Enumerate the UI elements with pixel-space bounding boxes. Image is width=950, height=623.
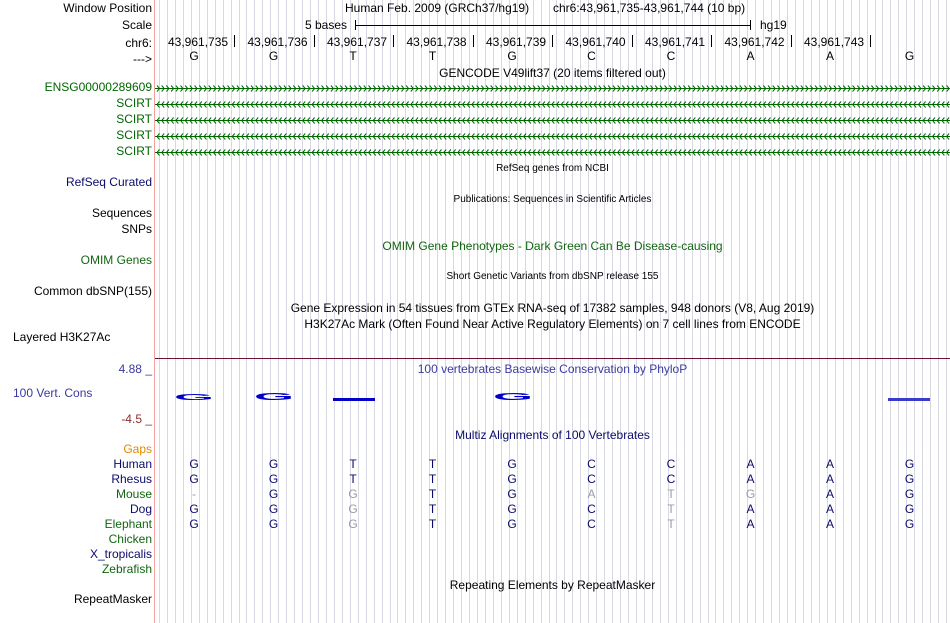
coordinate-tick — [870, 35, 871, 47]
species-label-mouse[interactable]: Mouse — [115, 487, 152, 501]
coordinate-label: 43,961,736 — [247, 35, 308, 49]
phylop-max-label: 4.88 _ — [118, 362, 152, 376]
gene-reverse-strand-feature-4[interactable] — [155, 145, 950, 159]
aligned-base: G — [904, 517, 915, 531]
aligned-base: T — [428, 472, 437, 486]
conservation-logo-g-2[interactable] — [253, 389, 295, 403]
reference-base: G — [268, 49, 279, 63]
repeatmasker-label[interactable]: RepeatMasker — [73, 592, 152, 606]
aligned-base: - — [192, 487, 196, 501]
coordinate-tick — [632, 35, 633, 47]
reference-base: C — [587, 49, 596, 63]
layered-h3k27ac-label[interactable]: Layered H3K27Ac — [13, 330, 111, 344]
snps-label[interactable]: SNPs — [121, 222, 152, 236]
gencode-transcript-label-2[interactable]: SCIRT — [116, 112, 152, 126]
gtex-track-title: Gene Expression in 54 tissues from GTEx RNA-seq of 17382 samples, 948 donors (V8, Aug 2019) — [290, 301, 815, 315]
coordinate-label: 43,961,743 — [804, 35, 865, 49]
aligned-base: G — [507, 502, 517, 516]
repeatmasker-track-title: Repeating Elements by RepeatMasker — [449, 578, 656, 592]
snp-track-title: Short Genetic Variants from dbSNP release 155 — [446, 271, 659, 282]
svg-text:G: G — [174, 393, 214, 403]
strand-arrow-label: ---> — [133, 52, 152, 66]
coordinate-tick — [791, 35, 792, 47]
aligned-base: T — [667, 487, 675, 501]
scale-bar-text: 5 bases — [305, 18, 348, 32]
species-label-human[interactable]: Human — [113, 457, 152, 471]
reference-base: G — [189, 49, 199, 63]
aligned-base: T — [349, 457, 357, 471]
refseq-curated-label[interactable]: RefSeq Curated — [65, 175, 152, 189]
conservation-logo-bar-1[interactable] — [333, 398, 375, 401]
aligned-base: G — [507, 457, 517, 471]
aligned-base: A — [825, 487, 834, 501]
aligned-base: G — [189, 457, 199, 471]
aligned-base: A — [746, 472, 755, 486]
aligned-base: T — [428, 517, 437, 531]
track-image-area[interactable] — [155, 0, 950, 623]
species-label-chicken[interactable]: Chicken — [108, 532, 152, 546]
gencode-transcript-label-1[interactable]: SCIRT — [116, 96, 152, 110]
gene-reverse-strand-feature-2[interactable] — [155, 113, 950, 127]
species-label-rhesus[interactable]: Rhesus — [111, 472, 152, 486]
conservation-logo-g-1[interactable] — [173, 391, 215, 405]
chromosome-label: chr6: — [125, 36, 152, 50]
scale-label: Scale — [121, 18, 152, 32]
coordinate-label: 43,961,738 — [406, 35, 467, 49]
refseq-track-title: RefSeq genes from NCBI — [496, 163, 609, 174]
coordinate-tick — [234, 35, 235, 47]
aligned-base: C — [587, 457, 596, 471]
aligned-base: G — [189, 472, 199, 486]
aligned-base: C — [587, 502, 596, 516]
aligned-base: T — [349, 472, 357, 486]
common-dbsnp-label[interactable]: Common dbSNP(155) — [33, 284, 152, 298]
aligned-base: A — [825, 472, 834, 486]
aligned-base: A — [746, 502, 755, 516]
aligned-base: A — [746, 457, 755, 471]
h3k27ac-track-title: H3K27Ac Mark (Often Found Near Active Regulatory Elements) on 7 cell lines from ENCODE — [304, 317, 801, 331]
omim-genes-label[interactable]: OMIM Genes — [80, 253, 152, 267]
aligned-base: T — [428, 457, 437, 471]
omim-track-title: OMIM Gene Phenotypes - Dark Green Can Be Disease-causing — [382, 239, 723, 253]
aligned-base: C — [666, 472, 676, 486]
aligned-base: G — [507, 472, 517, 486]
h3k27ac-baseline — [155, 358, 950, 359]
aligned-base: G — [507, 487, 517, 501]
aligned-base: A — [825, 517, 834, 531]
coordinate-tick — [314, 35, 315, 47]
aligned-base: A — [825, 502, 834, 516]
coordinate-label: 43,961,737 — [327, 35, 388, 49]
aligned-base: T — [428, 502, 437, 516]
position-label: chr6:43,961,735-43,961,744 (10 bp) — [553, 1, 746, 15]
aligned-base: G — [904, 502, 915, 516]
aligned-base: T — [667, 502, 675, 516]
coordinate-label: 43,961,741 — [645, 35, 706, 49]
aligned-base: G — [904, 487, 915, 501]
aligned-base: G — [348, 502, 358, 516]
reference-base: C — [666, 49, 676, 63]
gene-reverse-strand-feature-3[interactable] — [155, 129, 950, 143]
aligned-base: G — [268, 472, 279, 486]
aligned-base: T — [428, 487, 437, 501]
coordinate-tick — [552, 35, 553, 47]
gene-forward-strand-feature[interactable] — [155, 81, 950, 95]
aligned-base: G — [745, 487, 756, 501]
aligned-base: G — [189, 517, 199, 531]
aligned-base: A — [587, 487, 596, 501]
phylop-min-label: -4.5 _ — [121, 412, 152, 426]
aligned-base: G — [507, 517, 517, 531]
scale-bar — [355, 25, 751, 26]
aligned-base: C — [587, 472, 596, 486]
reference-base: T — [349, 49, 357, 63]
svg-text:G: G — [254, 391, 294, 403]
track-label-column — [0, 0, 154, 623]
scale-bar-right-end — [750, 20, 751, 30]
phylop-track-title: 100 vertebrates Basewise Conservation by PhyloP — [417, 362, 688, 376]
coordinate-label: 43,961,742 — [724, 35, 785, 49]
reference-base: A — [746, 49, 755, 63]
species-label-dog[interactable]: Dog — [129, 502, 152, 516]
gene-reverse-strand-feature-1[interactable] — [155, 97, 950, 111]
aligned-base: G — [268, 502, 279, 516]
species-label-zebrafish[interactable]: Zebrafish — [101, 562, 152, 576]
window-position-label: Window Position — [63, 1, 152, 15]
multiz-track-title: Multiz Alignments of 100 Vertebrates — [455, 428, 650, 442]
aligned-base: G — [904, 472, 915, 486]
aligned-base: G — [268, 457, 279, 471]
gaps-label[interactable]: Gaps — [123, 442, 152, 456]
reference-base: A — [825, 49, 834, 63]
aligned-base: G — [268, 517, 279, 531]
species-label-elephant[interactable]: Elephant — [104, 517, 152, 531]
coordinate-tick — [393, 35, 394, 47]
coordinate-tick — [711, 35, 712, 47]
coordinate-label: 43,961,735 — [168, 35, 229, 49]
aligned-base: A — [746, 517, 755, 531]
aligned-base: C — [587, 517, 596, 531]
logo-g-glyph-3 — [492, 389, 534, 403]
aligned-base: G — [268, 487, 279, 501]
aligned-base: T — [667, 517, 675, 531]
aligned-base: G — [189, 502, 199, 516]
reference-base: G — [904, 49, 915, 63]
aligned-base: G — [904, 457, 915, 471]
gencode-transcript-label-3[interactable]: SCIRT — [116, 128, 152, 142]
assembly-label: Human Feb. 2009 (GRCh37/hg19) — [345, 1, 530, 15]
svg-text:G: G — [493, 391, 533, 403]
conservation-logo-g-3[interactable] — [492, 389, 534, 403]
publications-track-title: Publications: Sequences in Scientific Articles — [453, 194, 652, 205]
conservation-logo-bar-2[interactable] — [888, 398, 930, 401]
vert-cons-label[interactable]: 100 Vert. Cons — [13, 386, 93, 400]
gencode-gene-label[interactable]: ENSG00000289609 — [44, 80, 152, 94]
aligned-base: C — [666, 457, 676, 471]
aligned-base: G — [348, 487, 358, 501]
gencode-track-title: GENCODE V49lift37 (20 items filtered out) — [439, 66, 666, 80]
species-label-x-tropicalis[interactable]: X_tropicalis — [89, 547, 152, 561]
logo-g-glyph-1 — [173, 391, 215, 405]
aligned-base: A — [825, 457, 834, 471]
coordinate-tick — [473, 35, 474, 47]
coordinate-label: 43,961,739 — [486, 35, 547, 49]
sequences-label[interactable]: Sequences — [91, 206, 152, 220]
coordinate-label: 43,961,740 — [565, 35, 626, 49]
reference-base: T — [428, 49, 437, 63]
aligned-base: G — [348, 517, 358, 531]
gencode-transcript-label-4[interactable]: SCIRT — [116, 144, 152, 158]
reference-base: G — [507, 49, 517, 63]
logo-g-glyph-2 — [253, 389, 295, 403]
scale-db-label: hg19 — [760, 18, 787, 32]
